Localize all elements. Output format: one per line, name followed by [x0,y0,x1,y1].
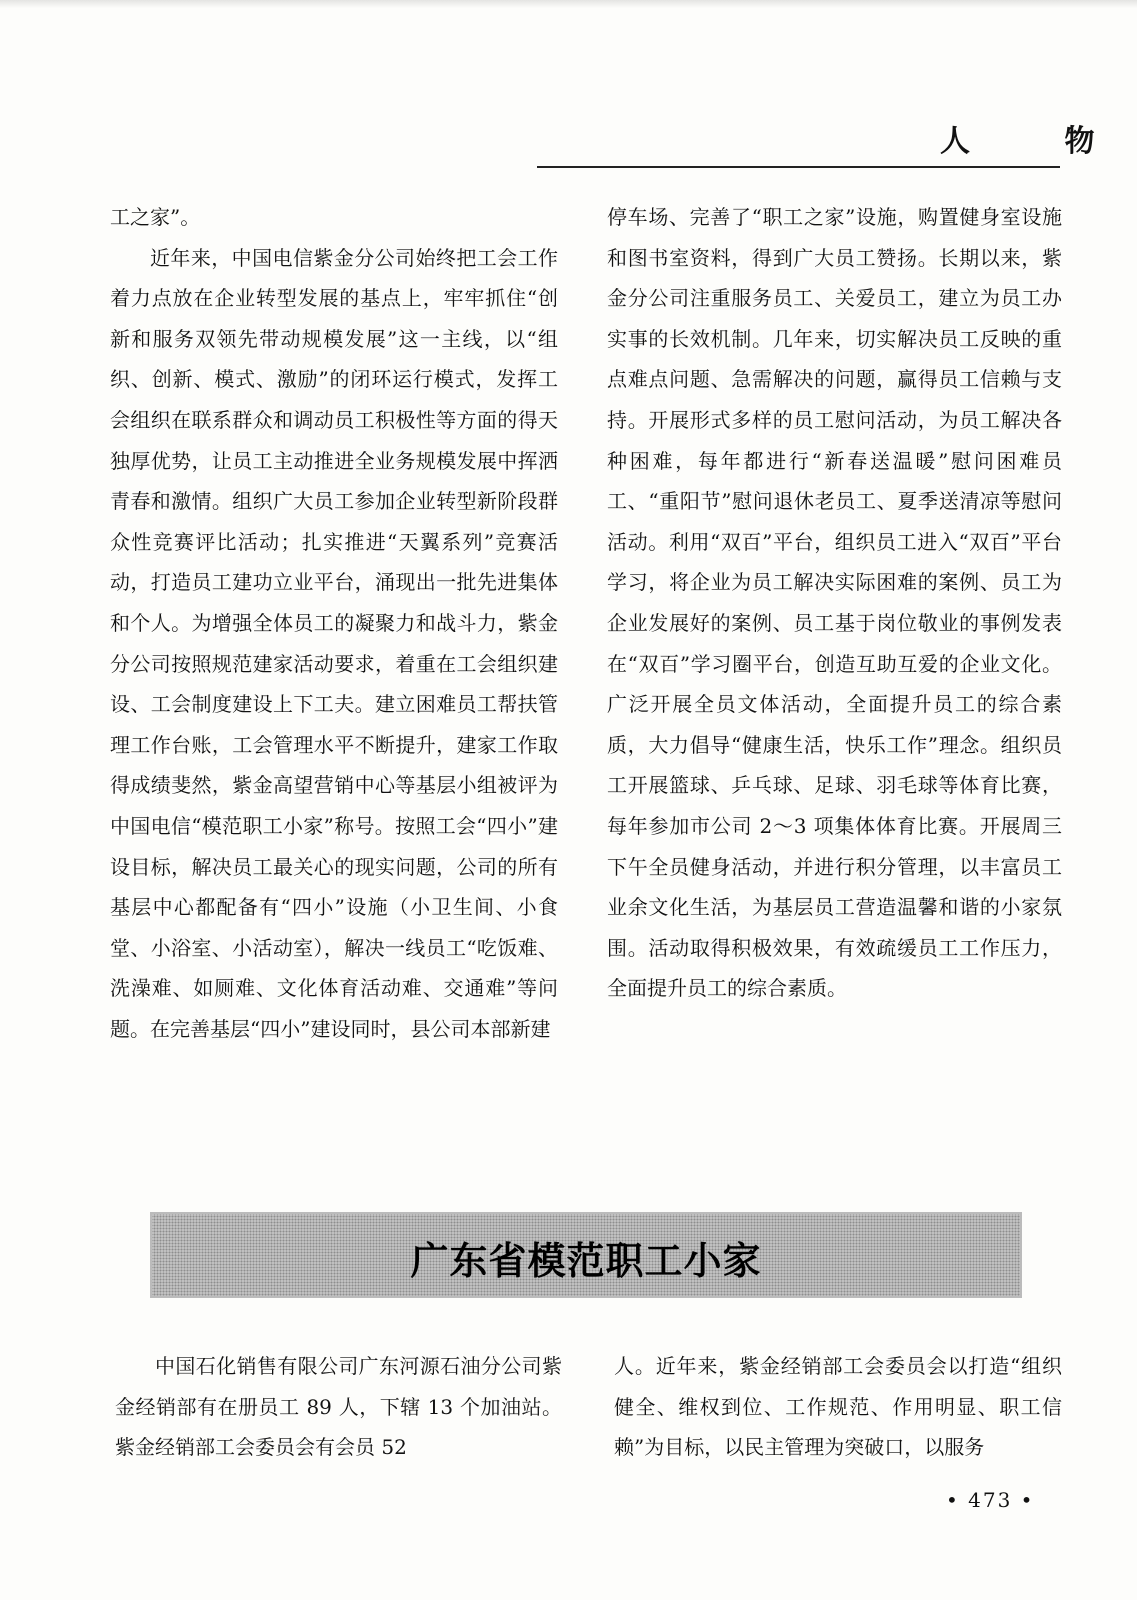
article2-left-paragraph: 中国石化销售有限公司广东河源石油分公司紫金经销部有在册员工 89 人，下辖 13 个加油站。紫金经销部工会委员会有会员 52 [115,1354,562,1460]
header-rule [537,166,1060,168]
article1-left-paragraph-2: 近年来，中国电信紫金分公司始终把工会工作着力点放在企业转型发展的基点上，牢牢抓住“创新和服务双领先带动规模发展”这一主线，以“组织、创新、模式、激励”的闭环运行模式，发挥工会组织在联系群众和调动员工积极性等方面的得天独厚优势，让员工主动推进全业务规模发展中挥洒青春和激情。组织广大员工参加企业转型新阶段群众性竞赛评比活动；扎实推进“天翼系列”竞赛活动，打造员工建功立业平台，涌现出一批先进集体和个人。为增强全体员工的凝聚力和战斗力，紫金分公司按照规范建家活动要求，着重在工会组织建设、工会制度建设上下工夫。建立困难员工帮扶管理工作台账，工会管理水平不断提升，建家工作取得成绩斐然，紫金高望营销中心等基层小组被评为中国电信“模范职工小家”称号。按照工会“四小”建设目标，解决员工最关心的现实问题，公司的所有基层中心都配备有“四小”设施（小卫生间、小食堂、小浴室、小活动室），解决一线员工“吃饭难、洗澡难、如厕难、文化体育活动难、交通难”等问题。在完善基层“四小”建设同时，县公司本部新建 [110,245,558,1041]
article1-right-paragraph: 停车场、完善了“职工之家”设施，购置健身室设施和图书室资料，得到广大员工赞扬。长期以来，紫金分公司注重服务员工、关爱员工，建立为员工办实事的长效机制。几年来，切实解决员工反映的重点难点问题、急需解决的问题，赢得员工信赖与支持。开展形式多样的员工慰问活动，为员工解决各种困难，每年都进行“新春送温暖”慰问困难员工、“重阳节”慰问退休老员工、夏季送清凉等慰问活动。利用“双百”平台，组织员工进入“双百”平台学习，将企业为员工解决实际困难的案例、员工为企业发展好的案例、员工基于岗位敬业的事例发表在“双百”学习圈平台，创造互助互爱的企业文化。广泛开展全员文体活动，全面提升员工的综合素质，大力倡导“健康生活，快乐工作”理念。组织员工开展篮球、乒乓球、足球、羽毛球等体育比赛，每年参加市公司 2～3 项集体体育比赛。开展周三下午全员健身活动，并进行积分管理，以丰富员工业余文化生活，为基层员工营造温馨和谐的小家氛围。活动取得积极效果，有效疏缓员工工作压力，全面提升员工的综合素质。 [607,205,1062,1001]
article2-title: 广东省模范职工小家 [410,1239,762,1283]
page-number: • 473 • [946,1488,1035,1512]
article1-right-column [607,197,1062,1009]
article2-left-column [115,1346,562,1468]
article2-title-banner [150,1212,1022,1298]
scan-top-edge [0,0,1137,8]
article2-right-column [614,1346,1062,1468]
article1-left-column [110,197,558,1049]
article1-left-paragraph-1: 工之家”。 [110,205,201,229]
section-header: 人 物 [940,124,1137,159]
article2-right-paragraph: 人。近年来，紫金经销部工会委员会以打造“组织健全、维权到位、工作规范、作用明显、职工信赖”为目标，以民主管理为突破口，以服务 [614,1354,1062,1460]
